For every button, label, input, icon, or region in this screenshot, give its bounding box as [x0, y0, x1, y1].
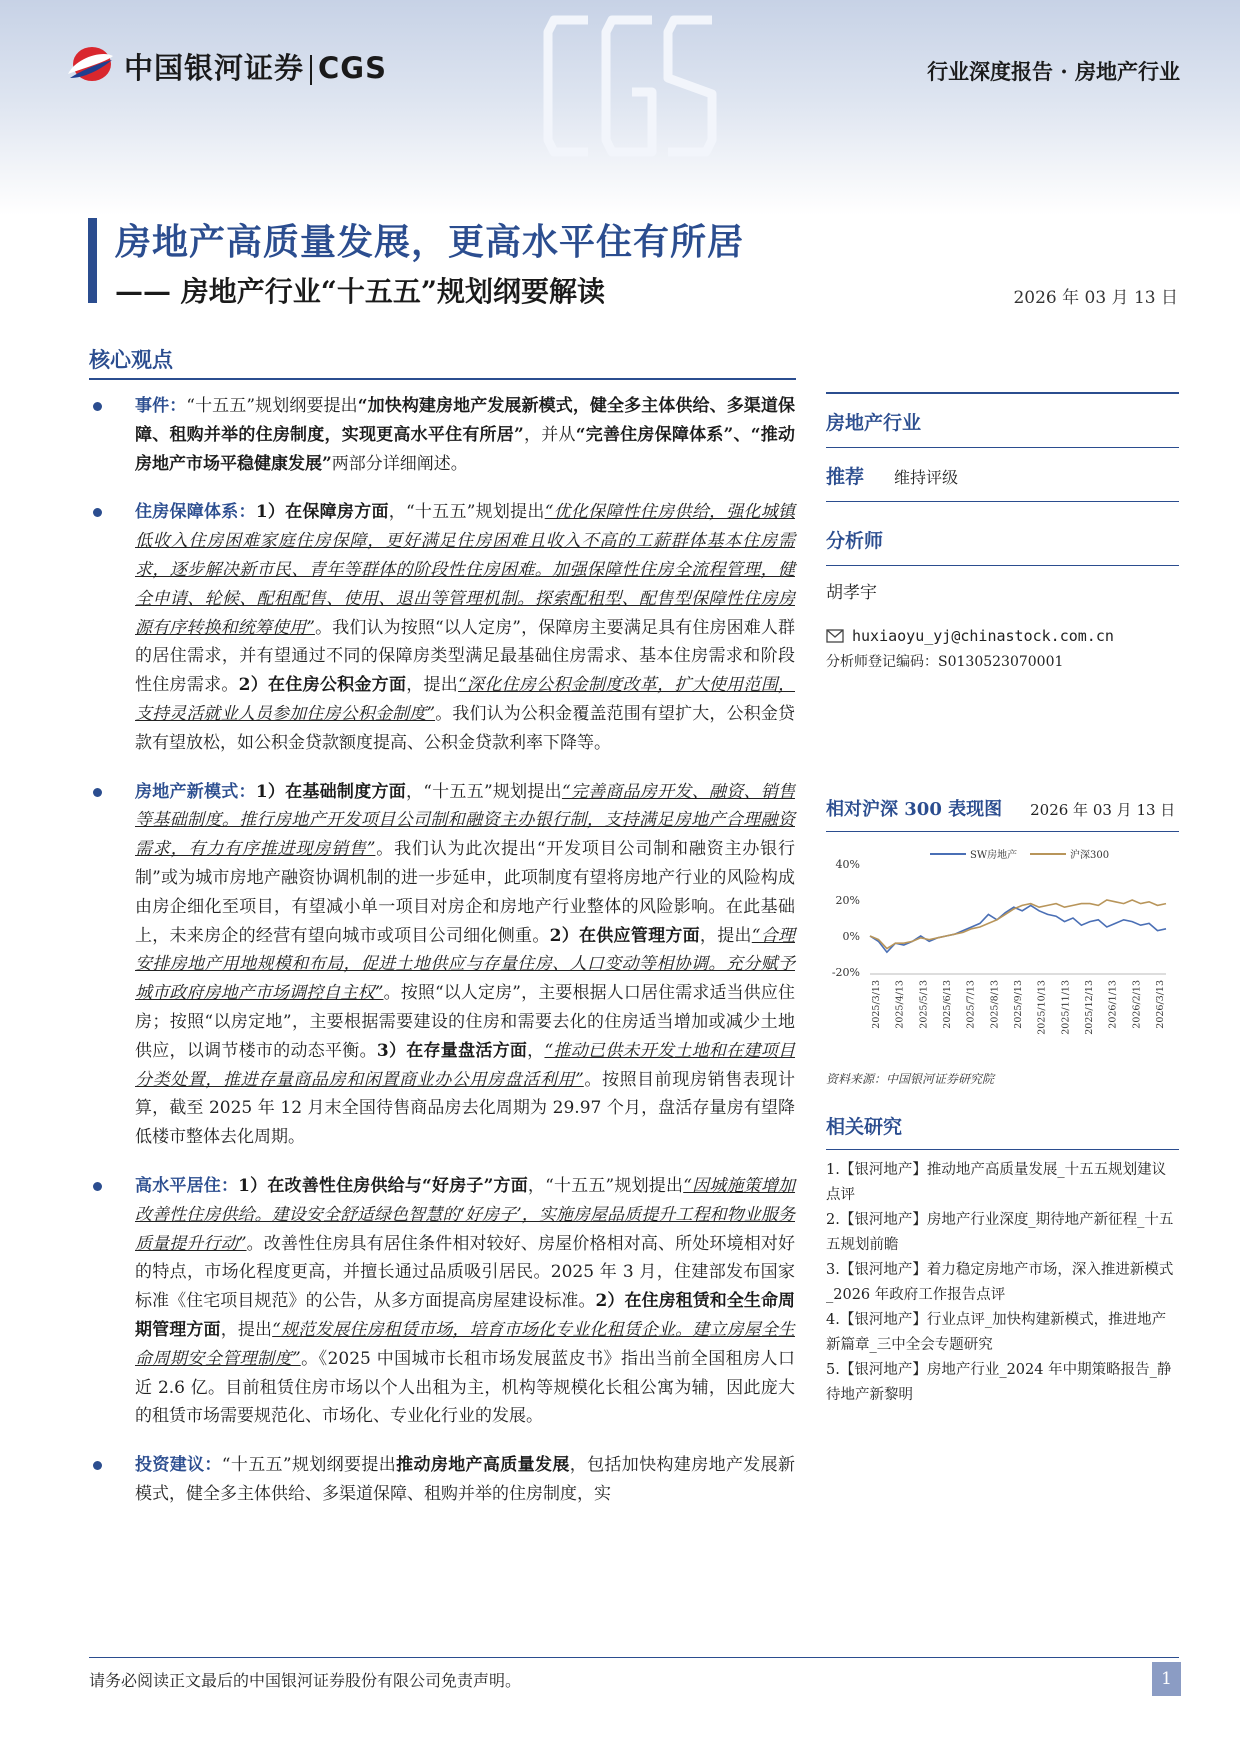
rating-label: 推荐 — [826, 466, 865, 488]
company-logo — [66, 44, 387, 88]
analyst-email[interactable]: huxiaoyu_yj@chinastock.com.cn — [852, 627, 1114, 645]
core-point — [89, 392, 795, 478]
performance-line-chart — [826, 832, 1179, 1062]
emphasis-text: 2）在住房租赁和全生命周期管理方面 — [135, 1291, 796, 1340]
envelope-icon — [826, 629, 844, 643]
body-text: ，“十五五”规划提出 — [405, 781, 562, 802]
policy-quote: “规范发展住房租赁市场，培育市场化专业化租赁企业。建立房屋全生命周期安全管理制度” — [135, 1319, 795, 1369]
emphasis-text: 1）在改善性住房供给与“好房子”方面 — [238, 1175, 528, 1196]
policy-quote: “深化住房公积金制度改革，扩大使用范围，支持灵活就业人员参加住房公积金制度” — [135, 675, 795, 724]
title-accent-bar — [88, 218, 97, 303]
galaxy-logo-icon — [66, 44, 114, 88]
footer-divider — [89, 1657, 1179, 1658]
core-point — [89, 778, 795, 1152]
policy-quote: “优化保障性住房供给，强化城镇低收入住房困难家庭住房保障，更好满足住房困难且收入不高的工薪群体基本住房需求，逐步解决新市民、青年等群体的阶段性住房困难。加强保障性住房全流程管理，健全申请、轮候、配租配售、使用、退出等管理机制。探索配租型、配售型保障性住房房源有序转换和统筹使用” — [135, 502, 795, 638]
bullet-icon — [93, 1461, 102, 1470]
emphasis-text: 1）在保障房方面 — [255, 502, 389, 523]
related-heading: 相关研究 — [826, 1116, 903, 1138]
body-text: “十五五”规划纲要提出 — [221, 1455, 397, 1476]
core-section-heading: 核心观点 — [89, 347, 173, 372]
chart-date: 2026 年 03 月 13 日 — [1030, 801, 1176, 819]
footer-disclaimer: 请务必阅读正文最后的中国银河证券股份有限公司免责声明。 — [89, 1671, 522, 1690]
related-item[interactable]: 1.【银河地产】推动地产高质量发展_十五五规划建议点评 — [826, 1162, 1167, 1203]
performance-chart-block — [826, 795, 1179, 1087]
x-tick-label: 2026/3/13 — [1155, 980, 1166, 1029]
core-point-label: 房地产新模式： — [135, 781, 256, 802]
x-tick-label: 2025/9/13 — [1013, 980, 1024, 1029]
core-point — [89, 1451, 795, 1509]
core-point-label: 投资建议： — [135, 1455, 222, 1476]
x-tick-label: 2025/3/13 — [871, 980, 882, 1029]
sidebar-divider — [826, 565, 1179, 566]
body-text: 。我们认为公积金覆盖范围有望扩大，公积金贷款有望放松，如公积金贷款额度提高、公积金贷款利率下降等。 — [135, 703, 795, 753]
logo-brand: CGS — [318, 50, 387, 85]
report-subtitle: —— 房地产行业“十五五”规划纲要解读 — [115, 275, 605, 308]
sidebar-divider — [826, 392, 1179, 394]
related-item[interactable]: 3.【银河地产】着力稳定房地产市场，深入推进新模式_2026 年政府工作报告点评 — [826, 1262, 1174, 1303]
x-tick-label: 2025/4/13 — [894, 980, 906, 1029]
x-tick-label: 2025/6/13 — [942, 980, 953, 1029]
emphasis-text: 3）在存量盘活方面 — [376, 1040, 528, 1061]
report-title: 房地产高质量发展，更高水平住有所居 — [115, 221, 745, 263]
core-divider — [89, 378, 796, 380]
legend-label: SW房地产 — [970, 850, 1018, 861]
x-tick-label: 2025/10/13 — [1036, 980, 1048, 1035]
policy-quote: “因城施策增加改善性住房供给。建设安全舒适绿色智慧的‘好房子’，实施房屋品质提升工程和物业服务质量提升行动” — [135, 1175, 796, 1254]
body-text: 。按照目前现房销售表现计算，截至 2025 年 12 月末全国待售商品房去化周期为 29.97 个月，盘活存量房有望降低楼市整体去化周期。 — [135, 1069, 795, 1148]
cgs-watermark — [540, 12, 720, 162]
policy-quote: “推动已供未开发土地和在建项目分类处置，推进存量商品房和闲置商业办公用房盘活利用” — [135, 1040, 795, 1090]
body-text: ，“十五五”规划提出 — [388, 502, 545, 523]
core-point — [89, 1172, 795, 1431]
bullet-icon — [93, 1182, 102, 1191]
report-type: 行业深度报告 · 房地产行业 — [927, 59, 1180, 84]
related-item[interactable]: 4.【银河地产】行业点评_加快构建新模式，推进地产新篇章_三中全会专题研究 — [826, 1312, 1167, 1353]
body-text: 。《2025 中国城市长租市场发展蓝皮书》指出当前全国租房人口近 2.6 亿。目前租赁住房市场以个人出租为主，机构等规模化长租公寓为辅，因此庞大的租赁市场需要规范化、市场化、专业化行业的发展。 — [135, 1348, 795, 1427]
emphasis-text: 2）在供应管理方面 — [549, 925, 700, 946]
x-tick-label: 2026/1/13 — [1107, 980, 1119, 1029]
related-item[interactable]: 5.【银河地产】房地产行业_2024 年中期策略报告_静待地产新黎明 — [826, 1362, 1172, 1403]
x-tick-label: 2025/12/13 — [1084, 980, 1095, 1035]
body-text: ，包括加快构建房地产发展新模式，健全多主体供给、多渠道保障、租购并举的住房制度，实 — [135, 1455, 796, 1504]
policy-quote: “合理安排房地产用地规模和布局，促进土地供应与存量住房、人口变动等相协调。充分赋予城市政府房地产市场调控自主权” — [135, 925, 795, 1004]
body-text: ， — [527, 1040, 545, 1061]
x-tick-label: 2026/2/13 — [1131, 980, 1143, 1029]
page-number: 1 — [1152, 1662, 1181, 1696]
logo-text: 中国银河证券 — [124, 50, 305, 85]
core-point — [89, 498, 795, 757]
body-text: 。我们认为此次提出“开发项目公司制和融资主办银行制”或为城市房地产融资协调机制的进一步延申，此项制度有望将房地产行业的风险构成由房企细化至项目，有望减小单一项目对房企和房地产行业整体的风险影响。在此基础上，未来房企的经营有望向城市或项目公司细化侧重。 — [135, 839, 795, 946]
body-text: “十五五”规划纲要提出 — [186, 396, 358, 416]
sidebar — [826, 392, 1179, 671]
body-text: 两部分详细阐述。 — [331, 453, 468, 474]
body-text: ，并从 — [523, 424, 576, 445]
core-point-label: 住房保障体系： — [135, 502, 256, 523]
y-tick-label: 0% — [842, 930, 860, 943]
x-tick-label: 2025/11/13 — [1060, 980, 1072, 1035]
body-text: 。我们认为按照“以人定房”，保障房主要满足具有住房困难人群的居住需求，并有望通过不同的保障房类型满足最基础住房需求、基本住房需求和阶段性住房需求。 — [135, 617, 795, 696]
policy-quote: “完善商品房开发、融资、销售等基础制度。推行房地产开发项目公司制和融资主办银行制，支持满足房地产合理融资需求，有力有序推进现房销售” — [135, 781, 795, 860]
emphasis-text: 推动房地产高质量发展 — [396, 1455, 570, 1476]
body-text: ，提出 — [406, 675, 459, 696]
y-tick-label: 40% — [835, 858, 860, 871]
sidebar-divider — [826, 447, 1179, 448]
related-divider — [826, 1149, 1179, 1150]
bullet-icon — [93, 788, 102, 797]
core-point-label: 高水平居住： — [135, 1175, 239, 1196]
y-tick-label: -20% — [831, 966, 860, 979]
reg-label: 分析师登记编码： — [826, 654, 938, 670]
core-point-label: 事件： — [135, 396, 187, 416]
sidebar-industry: 房地产行业 — [826, 412, 922, 434]
analyst-heading: 分析师 — [826, 530, 884, 552]
emphasis-text: 2）在住房公积金方面 — [238, 675, 407, 696]
series-line — [870, 905, 1166, 952]
emphasis-text: “加快构建房地产发展新模式，健全多主体供给、多渠道保障、租购并举的住房制度，实现更高水平住有所居” — [135, 396, 795, 445]
body-text: ，提出 — [699, 925, 752, 946]
chart-source: 资料来源：中国银河证券研究院 — [826, 1072, 995, 1086]
body-text: 。改善性住房具有居住条件相对较好、房屋价格相对高、所处环境相对好的特点，市场化程度更高，并擅长通过品质吸引居民。2025 年 3 月，住建部发布国家标准《住宅项目规范》的公告，从多方面提高房屋建设标准。 — [135, 1233, 795, 1312]
chart-title: 相对沪深 300 表现图 — [826, 799, 1003, 820]
report-date: 2026 年 03 月 13 日 — [1013, 288, 1178, 308]
legend-label: 沪深300 — [1070, 850, 1110, 861]
related-item[interactable]: 2.【银河地产】房地产行业深度_期待地产新征程_十五五规划前瞻 — [826, 1212, 1174, 1253]
emphasis-text: “完善住房保障体系”、“推动房地产市场平稳健康发展” — [135, 424, 796, 474]
body-text: ，提出 — [220, 1319, 273, 1340]
sidebar-divider — [826, 501, 1179, 502]
reg-code: S0130523070001 — [938, 654, 1064, 670]
analyst-name: 胡孝宇 — [826, 583, 877, 603]
y-tick-label: 20% — [835, 894, 860, 907]
body-text: ，“十五五”规划提出 — [527, 1175, 684, 1196]
related-research — [826, 1112, 1179, 1408]
x-tick-label: 2025/5/13 — [918, 980, 930, 1029]
x-tick-label: 2025/7/13 — [965, 980, 977, 1029]
bullet-icon — [93, 402, 102, 411]
emphasis-text: 1）在基础制度方面 — [255, 781, 406, 802]
body-text: 。按照“以人定房”，主要根据人口居住需求适当供应住房；按照“以房定地”，主要根据需要建设的住房和需要去化的住房适当增加或减少土地供应，以调节楼市的动态平衡。 — [135, 983, 795, 1061]
x-tick-label: 2025/8/13 — [989, 980, 1001, 1029]
series-line — [870, 900, 1166, 949]
core-points-list — [89, 392, 795, 1529]
rating-value: 维持评级 — [894, 468, 959, 487]
bullet-icon — [93, 508, 102, 517]
